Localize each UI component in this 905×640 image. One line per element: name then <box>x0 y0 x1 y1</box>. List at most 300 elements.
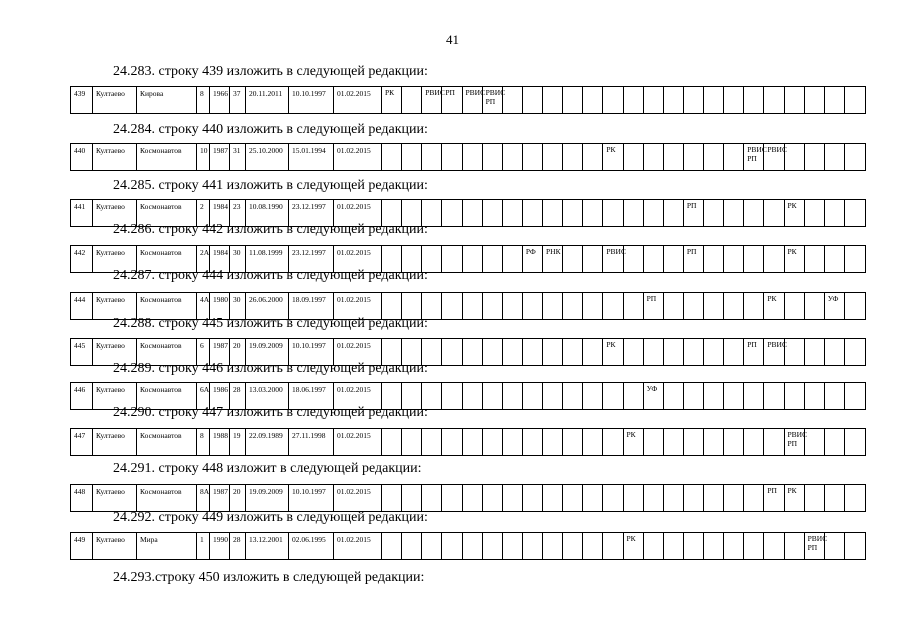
code-cell <box>724 293 744 319</box>
code-cell <box>624 533 644 559</box>
code-cell <box>463 429 483 455</box>
code-cell <box>463 383 483 409</box>
code-cell <box>382 144 402 170</box>
code-cell <box>845 383 865 409</box>
code-cell <box>503 383 523 409</box>
section-heading: 24.292. строку 449 изложить в следующей редакции: <box>113 510 428 525</box>
cell-street: Космонавтов <box>137 246 197 272</box>
code-cell <box>543 144 563 170</box>
code-cell <box>603 533 623 559</box>
section-heading: 24.283. строку 439 изложить в следующей редакции: <box>113 64 428 79</box>
cell-num: 448 <box>71 485 93 511</box>
code-cell <box>684 87 704 113</box>
code-cell <box>442 429 462 455</box>
cell-place: Култаево <box>93 144 137 170</box>
code-cell <box>805 383 825 409</box>
code-cell <box>764 383 784 409</box>
cell-house: 8 <box>197 429 210 455</box>
code-text: РВИС <box>425 88 445 97</box>
code-cell <box>805 200 825 226</box>
code-cell <box>624 339 644 365</box>
code-cell <box>744 246 764 272</box>
cell-place: Култаево <box>93 339 137 365</box>
code-cell <box>442 200 462 226</box>
cell-num: 447 <box>71 429 93 455</box>
section-heading: 24.287. строку 444 изложить в следующей редакции: <box>113 268 428 283</box>
cell-place: Култаево <box>93 246 137 272</box>
cell-d1: 19.09.2009 <box>246 339 289 365</box>
cell-num: 449 <box>71 533 93 559</box>
code-cell <box>724 200 744 226</box>
code-cell <box>764 87 784 113</box>
code-cell <box>503 429 523 455</box>
code-cell <box>704 485 724 511</box>
cell-d1: 22.09.1989 <box>246 429 289 455</box>
code-cell <box>704 383 724 409</box>
cell-house: 4А <box>197 293 210 319</box>
cell-street: Космонавтов <box>137 383 197 409</box>
code-cell <box>845 200 865 226</box>
code-cell <box>724 339 744 365</box>
cell-place: Култаево <box>93 533 137 559</box>
code-cell <box>442 246 462 272</box>
code-cell <box>603 293 623 319</box>
code-cell <box>664 339 684 365</box>
cell-street: Космонавтов <box>137 293 197 319</box>
code-cell <box>664 87 684 113</box>
cell-d2: 02.06.1995 <box>289 533 334 559</box>
code-cell <box>644 429 664 455</box>
code-cell <box>805 293 825 319</box>
code-text: РВИС <box>767 145 787 154</box>
cell-place: Култаево <box>93 429 137 455</box>
cell-year: 1987 <box>210 485 230 511</box>
cell-num: 439 <box>71 87 93 113</box>
code-cell <box>644 246 664 272</box>
code-cell <box>543 200 563 226</box>
code-text-line2: РП <box>787 439 798 448</box>
section-heading: 24.284. строку 440 изложить в следующей редакции: <box>113 122 428 137</box>
cell-d1: 13.03.2000 <box>246 383 289 409</box>
code-cell <box>624 485 644 511</box>
code-text: РК <box>626 430 636 439</box>
code-text-line2: РП <box>485 97 496 106</box>
code-cell <box>704 339 724 365</box>
code-cell <box>463 246 483 272</box>
code-cell <box>805 87 825 113</box>
code-cell <box>764 200 784 226</box>
code-cell <box>825 485 845 511</box>
cell-d3: 01.02.2015 <box>334 246 382 272</box>
code-cell <box>422 429 442 455</box>
code-cell <box>805 339 825 365</box>
cell-year: 1966 <box>210 87 230 113</box>
code-cell <box>523 533 543 559</box>
code-text: РП <box>445 88 455 97</box>
cell-val: 31 <box>230 144 246 170</box>
code-cell <box>624 87 644 113</box>
cell-num: 441 <box>71 200 93 226</box>
code-cell <box>402 429 422 455</box>
code-cell <box>764 293 784 319</box>
code-cell <box>603 429 623 455</box>
code-cell <box>463 87 486 113</box>
code-cell <box>724 533 744 559</box>
cell-house: 6 <box>197 339 210 365</box>
code-cell <box>563 533 583 559</box>
code-cell <box>523 383 543 409</box>
code-cell <box>684 200 704 226</box>
code-cell <box>785 293 805 319</box>
code-cell <box>483 339 503 365</box>
code-cell <box>523 485 543 511</box>
code-cell <box>523 200 543 226</box>
cell-house: 2 <box>197 200 210 226</box>
code-cell <box>543 246 563 272</box>
code-cell <box>463 144 483 170</box>
code-cell <box>704 293 724 319</box>
code-cell <box>845 429 865 455</box>
code-cell <box>825 533 845 559</box>
code-cell <box>523 339 543 365</box>
code-cell <box>483 293 503 319</box>
code-cell <box>483 87 506 113</box>
cell-street: Кирова <box>137 87 197 113</box>
code-cell <box>825 293 845 319</box>
cell-d1: 26.06.2000 <box>246 293 289 319</box>
code-text: РФ <box>525 247 536 256</box>
cell-d1: 19.09.2009 <box>246 485 289 511</box>
code-cell <box>382 533 402 559</box>
code-cell <box>543 87 563 113</box>
code-cell <box>845 246 865 272</box>
code-cell <box>583 200 603 226</box>
cell-val: 19 <box>230 429 246 455</box>
code-cell <box>825 339 845 365</box>
code-text: РК <box>767 294 777 303</box>
code-cell <box>684 383 704 409</box>
cell-street: Космонавтов <box>137 429 197 455</box>
table-row <box>70 428 866 456</box>
code-text: РВИС <box>606 247 626 256</box>
code-cell <box>563 485 583 511</box>
code-cell <box>563 339 583 365</box>
code-cell <box>805 485 825 511</box>
code-cell <box>463 293 483 319</box>
cell-val: 28 <box>230 533 246 559</box>
code-cell <box>442 293 462 319</box>
cell-val: 20 <box>230 339 246 365</box>
page-number: 41 <box>446 32 459 47</box>
code-text: РВИС <box>485 88 506 97</box>
code-cell <box>684 339 704 365</box>
code-cell <box>744 339 764 365</box>
cell-street: Космонавтов <box>137 200 197 226</box>
table-row <box>70 532 866 560</box>
code-cell <box>603 246 626 272</box>
code-cell <box>603 87 623 113</box>
cell-num: 444 <box>71 293 93 319</box>
code-cell <box>644 200 664 226</box>
code-cell <box>785 339 805 365</box>
section-heading: 24.286. строку 442 изложить в следующей редакции: <box>113 222 428 237</box>
code-cell <box>664 533 684 559</box>
code-cell <box>644 293 664 319</box>
cell-val: 37 <box>230 87 246 113</box>
code-cell <box>785 144 805 170</box>
code-cell <box>483 485 503 511</box>
cell-house: 8А <box>197 485 210 511</box>
cell-year: 1980 <box>210 293 230 319</box>
code-cell <box>603 339 623 365</box>
cell-num: 442 <box>71 246 93 272</box>
code-cell <box>603 383 623 409</box>
code-cell <box>744 383 764 409</box>
cell-d2: 27.11.1998 <box>289 429 334 455</box>
code-text: РК <box>626 534 636 543</box>
code-cell <box>463 485 483 511</box>
code-cell <box>684 429 704 455</box>
code-cell <box>704 144 724 170</box>
code-cell <box>724 383 744 409</box>
code-cell <box>785 485 805 511</box>
code-cell <box>744 87 764 113</box>
cell-val: 20 <box>230 485 246 511</box>
code-cell <box>664 246 684 272</box>
code-cell <box>503 200 523 226</box>
cell-d1: 10.08.1990 <box>246 200 289 226</box>
code-cell <box>684 293 704 319</box>
code-text: РВИС <box>807 534 828 543</box>
cell-d3: 01.02.2015 <box>334 485 382 511</box>
code-cell <box>483 533 503 559</box>
code-cell <box>442 485 462 511</box>
code-text-line2: РП <box>747 154 757 163</box>
cell-place: Култаево <box>93 87 137 113</box>
code-cell <box>704 200 724 226</box>
code-cell <box>785 429 808 455</box>
code-cell <box>382 429 402 455</box>
cell-d2: 18.09.1997 <box>289 293 334 319</box>
code-cell <box>845 87 865 113</box>
cell-house: 10 <box>197 144 210 170</box>
cell-num: 446 <box>71 383 93 409</box>
cell-num: 445 <box>71 339 93 365</box>
code-cell <box>624 246 644 272</box>
code-cell <box>463 533 483 559</box>
code-cell <box>563 246 583 272</box>
section-heading: 24.288. строку 445 изложить в следующей редакции: <box>113 316 428 331</box>
code-cell <box>825 87 845 113</box>
cell-d3: 01.02.2015 <box>334 339 382 365</box>
code-cell <box>785 533 805 559</box>
code-cell <box>664 200 684 226</box>
cell-place: Култаево <box>93 200 137 226</box>
section-heading: 24.290. строку 447 изложить в следующей редакции: <box>113 405 428 420</box>
cell-val: 23 <box>230 200 246 226</box>
code-cell <box>664 485 684 511</box>
code-cell <box>805 429 825 455</box>
code-cell <box>543 383 563 409</box>
code-cell <box>442 339 462 365</box>
code-cell <box>684 246 704 272</box>
code-cell <box>724 485 744 511</box>
code-cell <box>684 533 704 559</box>
code-cell <box>442 533 462 559</box>
code-cell <box>644 144 664 170</box>
section-heading: 24.293.строку 450 изложить в следующей редакции: <box>113 570 425 585</box>
code-cell <box>603 485 623 511</box>
code-cell <box>744 200 764 226</box>
code-cell <box>563 200 583 226</box>
code-cell <box>422 485 442 511</box>
code-text: РП <box>686 201 697 210</box>
code-cell <box>563 383 583 409</box>
code-cell <box>704 87 724 113</box>
code-cell <box>543 485 563 511</box>
cell-house: 2А <box>197 246 210 272</box>
code-cell <box>503 533 523 559</box>
code-cell <box>503 293 523 319</box>
table-row <box>70 143 866 171</box>
code-cell <box>463 339 483 365</box>
cell-street: Космонавтов <box>137 485 197 511</box>
code-cell <box>382 87 402 113</box>
code-cell <box>483 144 503 170</box>
code-cell <box>845 144 865 170</box>
code-cell <box>563 87 583 113</box>
cell-street: Космонавтов <box>137 339 197 365</box>
code-cell <box>402 485 422 511</box>
code-cell <box>845 293 865 319</box>
code-cell <box>704 533 724 559</box>
section-heading: 24.285. строку 441 изложить в следующей редакции: <box>113 178 428 193</box>
code-cell <box>402 533 422 559</box>
cell-d1: 20.11.2011 <box>246 87 289 113</box>
code-cell <box>523 246 543 272</box>
code-text: РВИС <box>787 430 808 439</box>
code-text: РП <box>747 340 757 349</box>
code-cell <box>583 383 603 409</box>
code-cell <box>422 533 442 559</box>
cell-d2: 23.12.1997 <box>289 200 334 226</box>
code-cell <box>483 383 503 409</box>
code-cell <box>603 200 623 226</box>
code-cell <box>563 293 583 319</box>
code-cell <box>583 485 603 511</box>
cell-num: 440 <box>71 144 93 170</box>
code-cell <box>664 293 684 319</box>
cell-d2: 10.10.1997 <box>289 87 334 113</box>
cell-street: Мира <box>137 533 197 559</box>
code-cell <box>583 87 603 113</box>
cell-d3: 01.02.2015 <box>334 383 382 409</box>
code-cell <box>664 144 684 170</box>
cell-d3: 01.02.2015 <box>334 429 382 455</box>
code-cell <box>402 87 422 113</box>
code-cell <box>523 293 543 319</box>
code-cell <box>764 144 787 170</box>
code-cell <box>422 144 442 170</box>
cell-year: 1986 <box>210 383 230 409</box>
code-cell <box>563 429 583 455</box>
cell-d1: 13.12.2001 <box>246 533 289 559</box>
code-cell <box>442 87 462 113</box>
cell-place: Култаево <box>93 485 137 511</box>
code-text: РК <box>606 340 616 349</box>
cell-d2: 18.06.1997 <box>289 383 334 409</box>
cell-year: 1988 <box>210 429 230 455</box>
cell-d3: 01.02.2015 <box>334 144 382 170</box>
code-cell <box>764 533 784 559</box>
cell-year: 1984 <box>210 246 230 272</box>
code-cell <box>402 144 422 170</box>
cell-year: 1984 <box>210 200 230 226</box>
code-cell <box>644 485 664 511</box>
code-text: РП <box>767 486 777 495</box>
code-cell <box>583 429 603 455</box>
code-cell <box>442 383 462 409</box>
code-text: РВИС <box>747 145 767 154</box>
code-cell <box>523 144 543 170</box>
cell-val: 28 <box>230 383 246 409</box>
cell-d2: 23.12.1997 <box>289 246 334 272</box>
section-heading: 24.289. строку 446 изложить в следующей редакции: <box>113 361 428 376</box>
code-cell <box>624 144 644 170</box>
code-text: РК <box>787 201 797 210</box>
code-cell <box>483 200 503 226</box>
code-cell <box>644 339 664 365</box>
cell-d2: 15.01.1994 <box>289 144 334 170</box>
code-cell <box>764 339 787 365</box>
code-cell <box>644 87 664 113</box>
cell-house: 8 <box>197 87 210 113</box>
code-cell <box>583 144 603 170</box>
code-cell <box>764 485 784 511</box>
code-cell <box>785 246 805 272</box>
code-cell <box>543 293 563 319</box>
code-text: РК <box>787 247 797 256</box>
code-cell <box>503 485 523 511</box>
code-text: УФ <box>827 294 839 303</box>
cell-d3: 01.02.2015 <box>334 293 382 319</box>
table-row <box>70 86 866 114</box>
code-cell <box>845 485 865 511</box>
code-cell <box>503 144 523 170</box>
code-cell <box>543 339 563 365</box>
cell-d3: 01.02.2015 <box>334 200 382 226</box>
code-cell <box>583 293 603 319</box>
code-cell <box>825 200 845 226</box>
cell-val: 30 <box>230 293 246 319</box>
code-cell <box>724 144 744 170</box>
code-cell <box>583 533 603 559</box>
table-row <box>70 484 866 512</box>
code-cell <box>805 533 828 559</box>
cell-place: Култаево <box>93 383 137 409</box>
code-text: РП <box>646 294 657 303</box>
code-cell <box>563 144 583 170</box>
code-cell <box>744 485 764 511</box>
code-cell <box>503 87 523 113</box>
code-cell <box>503 246 523 272</box>
code-cell <box>523 429 543 455</box>
code-text: РП <box>686 247 697 256</box>
code-cell <box>583 339 603 365</box>
code-text: РНК <box>546 247 561 256</box>
code-text: УФ <box>646 384 658 393</box>
code-cell <box>764 429 784 455</box>
